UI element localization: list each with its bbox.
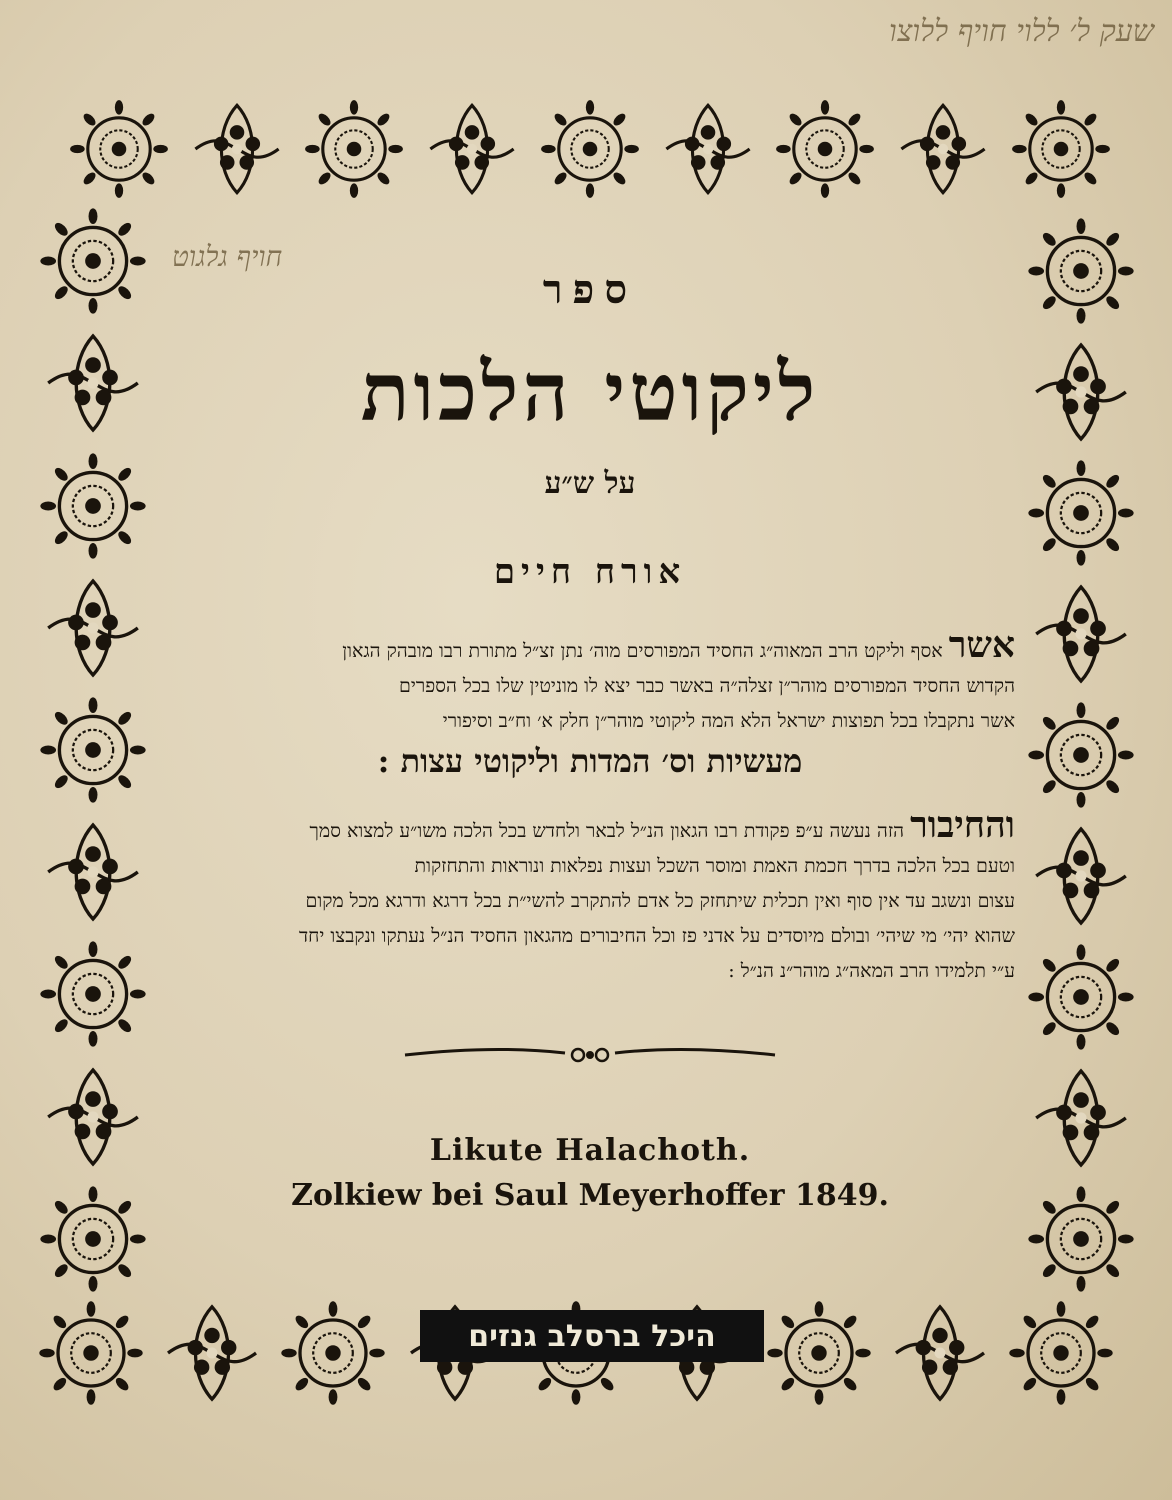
ornamental-divider: [400, 1040, 780, 1070]
book-title: ליקוטי הלכות: [360, 345, 820, 439]
rosette-ornament: [1025, 1062, 1137, 1174]
rosette-ornament: [1025, 699, 1137, 811]
rosette-ornament: [764, 1298, 874, 1408]
rosette-ornament: [1025, 1183, 1137, 1295]
publisher-imprint: Zolkiew bei Saul Meyerhoffer 1849.: [291, 1178, 889, 1213]
para1-line-3: אשר נתקבלו בכל תפוצות ישראל הלא המה ליקוטי מוהר״ן חלק א׳ וח״ב וסיפורי: [442, 710, 1015, 732]
watermark-stamp: היכל ברסלב גנזים: [420, 1310, 764, 1362]
rosette-ornament: [1025, 336, 1137, 448]
para2-lead-word: והחיבור: [910, 804, 1015, 846]
para1-line-1: אשר אסף וליקט הרב המאוה״ג החסיד המפורסים מוה׳ נתן זצ״ל מתורת רבו מובהק הגאון: [342, 624, 1015, 666]
rosette-ornament: [37, 450, 149, 562]
rosette-ornament: [1025, 820, 1137, 932]
rosette-ornament: [36, 1298, 146, 1408]
para1-line-2: הקדוש החסיד המפורסים מוהר״ן זצלה״ה באשר כבר יצא לו מוניטין שלו בכל הספרים: [399, 675, 1015, 697]
book-subtitle: על ש״ע: [544, 466, 636, 501]
rosette-ornament: [891, 97, 995, 201]
rosette-ornament: [1025, 941, 1137, 1053]
section-title: אורח חיים: [493, 552, 687, 592]
rosette-ornament: [1025, 578, 1137, 690]
rosette-ornament: [37, 694, 149, 806]
handwritten-note-top: שעק ל׳ ללוי חויף ללוצו: [889, 14, 1154, 49]
sefer-heading: ספר: [542, 266, 638, 313]
rosette-ornament: [37, 205, 149, 317]
para2-line-4: שהוא יהי׳ מי שיהי׳ ובולם מיוסדים על אדני פז וכל החיבורים מהגאון החסיד הנ״ל נעתקו ונקבצו יחד: [299, 925, 1015, 947]
rosette-ornament: [37, 1061, 149, 1173]
rosette-ornament: [37, 327, 149, 439]
rosette-ornament: [1006, 1298, 1116, 1408]
description-paragraph-1: [165, 624, 1015, 783]
para2-line-2: וטעם בכל הלכה בדרך חכמת האמת ומוסר השכל ועצות נפלאות ונוראות והתחזקות: [414, 855, 1015, 877]
rosette-ornament: [1025, 215, 1137, 327]
rosette-ornament: [157, 1298, 267, 1408]
rosette-ornament: [773, 97, 877, 201]
rosette-ornament: [37, 816, 149, 928]
para1-lead-word: אשר: [948, 624, 1015, 666]
rosette-ornament: [37, 938, 149, 1050]
para2-line-3: עצום ונשגב עד אין סוף ואין תכלית שיתחזק כל אדם להתקרב להשי״ת בכל דרגא ודרגא מכל מקום: [305, 890, 1015, 912]
rosette-ornament: [67, 97, 171, 201]
rosette-ornament: [1025, 457, 1137, 569]
ornament-border-right: [1018, 210, 1143, 1300]
rosette-ornament: [37, 1183, 149, 1295]
rosette-ornament: [278, 1298, 388, 1408]
ornament-border-top: [60, 90, 1120, 208]
rosette-ornament: [538, 97, 642, 201]
rosette-ornament: [885, 1298, 995, 1408]
para1-line-last: מעשיות וס׳ המדות וליקוטי עצות :: [377, 742, 803, 780]
rosette-ornament: [37, 572, 149, 684]
handwritten-note-side: חויף גלגוט: [172, 240, 283, 273]
rosette-ornament: [1009, 97, 1113, 201]
para2-line-1: והחיבור הזה נעשה ע״פ פקודת רבו הגאון הנ״ל לבאר ולחדש בכל הלכה משו״ע למצוא סמך: [309, 804, 1015, 846]
rosette-ornament: [420, 97, 524, 201]
ornament-border-left: [30, 200, 155, 1300]
description-paragraph-2: [165, 804, 1015, 989]
para2-line-5: ע״י תלמידו הרב המאה״ג מוהר״נ הנ״ל :: [728, 960, 1015, 982]
rosette-ornament: [185, 97, 289, 201]
latin-title: Likute Halachoth.: [429, 1133, 751, 1168]
rosette-ornament: [302, 97, 406, 201]
rosette-ornament: [656, 97, 760, 201]
